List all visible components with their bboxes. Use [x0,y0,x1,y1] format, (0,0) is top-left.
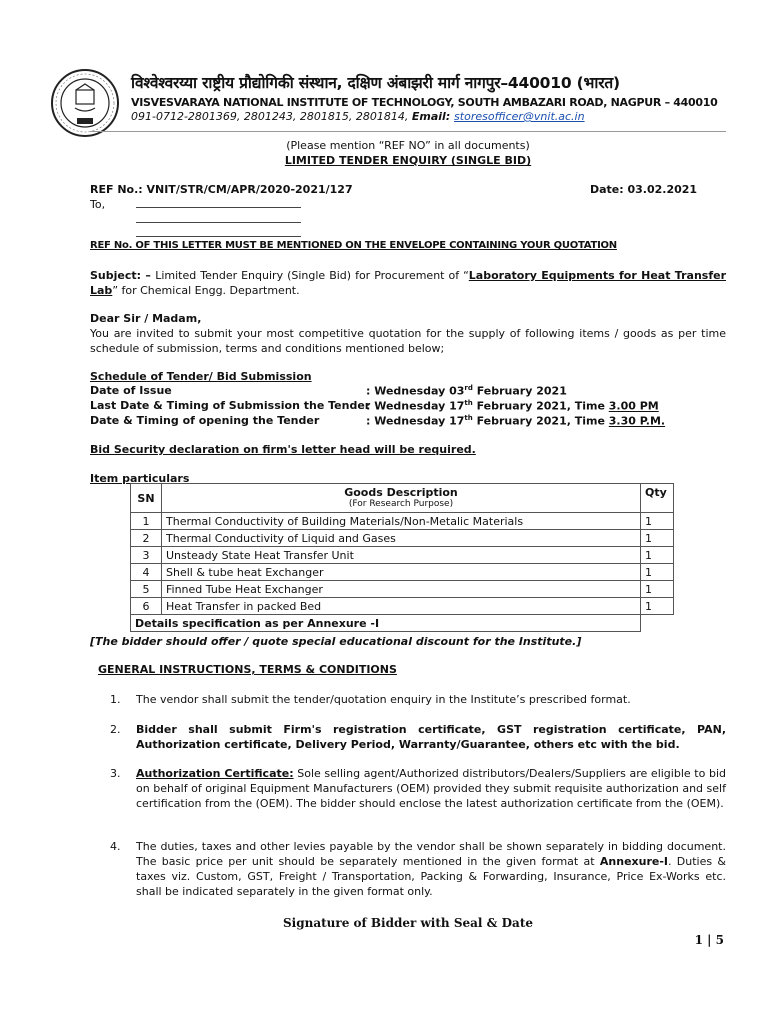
email-link[interactable]: storesofficer@vnit.ac.in [454,110,585,123]
cell-desc: Shell & tube heat Exchanger [162,564,641,581]
instruction-item-1 [110,692,726,707]
envelope-note: REF No. OF THIS LETTER MUST BE MENTIONED ON THE ENVELOPE CONTAINING YOUR QUOTATION [90,240,617,251]
greeting: Dear Sir / Madam, [90,312,202,325]
header-divider [90,131,726,132]
ref-number: REF No.: VNIT/STR/CM/APR/2020-2021/127 [90,183,353,196]
col-desc-header [162,484,641,513]
address-line [136,222,301,223]
schedule-value: February 2021, Time [472,414,609,428]
item-text [136,839,726,899]
items-heading: Item particulars [90,472,190,485]
cell-qty: 1 [641,598,674,615]
address-line [136,236,301,237]
item-text [136,766,726,811]
cell-qty: 1 [641,513,674,530]
schedule-value-issue [366,384,567,398]
col-qty-header: Qty [641,484,674,513]
address-line [136,207,301,208]
table-footer-row [131,615,674,632]
cell-sn: 1 [131,513,162,530]
schedule-value: : Wednesday 17 [366,399,465,413]
general-heading: GENERAL INSTRUCTIONS, TERMS & CONDITIONS [98,663,397,676]
institute-name: VISVESVARAYA NATIONAL INSTITUTE OF TECHNOLOGY, SOUTH AMBAZARI ROAD, NAGPUR – 440010 [131,96,718,109]
cell-desc: Heat Transfer in packed Bed [162,598,641,615]
hindi-institute-title: विश्वेश्वरय्या राष्ट्रीय प्रौद्योगिकी संस्थान, दक्षिण अंबाझरी मार्ग नागपुर–440010 (भारत) [131,74,620,92]
item-number: 3. [110,767,121,780]
subject-text-end: ” for Chemical Engg. Department. [112,284,300,297]
instruction-item-3 [110,766,726,811]
bid-security-note: Bid Security declaration on firm's letter head will be required. [90,443,476,456]
col-sn-header: SN [131,484,162,513]
cell-qty: 1 [641,530,674,547]
items-table [130,483,674,632]
annexure-ref: Annexure-I [599,855,668,868]
schedule-time: 3.00 PM [608,399,659,413]
table-row [131,513,674,530]
ordinal-suffix: th [464,414,473,422]
discount-note: [The bidder should offer / quote special educational discount for the Institute.] [90,635,582,648]
email-label: Email: [411,110,455,123]
subject-line [90,268,726,298]
table-row [131,581,674,598]
subject-highlight: Laboratory Equipments for Heat Transfer Lab [90,269,726,297]
cell-desc: Thermal Conductivity of Building Materials/Non-Metalic Materials [162,513,641,530]
mention-note: (Please mention “REF NO” in all documents) [286,139,530,152]
schedule-value-submission [366,399,659,413]
schedule-value: February 2021 [472,384,567,398]
phone-numbers: 091-0712-2801369, 2801243, 2801815, 2801814, [131,110,412,123]
schedule-time: 3.30 P.M. [608,414,666,428]
cell-qty: 1 [641,581,674,598]
item-text: The vendor shall submit the tender/quotation enquiry in the Institute’s prescribed format. [136,693,631,706]
ordinal-suffix: rd [464,384,473,392]
document-title: LIMITED TENDER ENQUIRY (SINGLE BID) [284,154,532,167]
col-desc-label: Goods Description [344,486,458,499]
item-body: The duties, taxes and other levies payable by the vendor shall be shown separately in bidding document. The basic price per unit should be separately mentioned in the given format at [136,840,726,868]
table-row [131,564,674,581]
instruction-item-4 [110,839,726,899]
item-body: Sole selling agent/Authorized distributors/Dealers/Suppliers are eligible to bid on behalf of original Equipment Manufacturers (OEM) provided they submit requisite authorization and self certification from the (OEM). The bidder should enclose the latest authorization certificate from the (OEM). [136,767,726,810]
annexure-note: Details specification as per Annexure -I [131,615,641,632]
cell-qty: 1 [641,564,674,581]
cell-sn: 6 [131,598,162,615]
schedule-value-opening [366,414,665,428]
schedule-heading: Schedule of Tender/ Bid Submission [90,370,312,383]
ordinal-suffix: th [464,399,473,407]
subject-text: Limited Tender Enquiry (Single Bid) for Procurement of “ [155,269,469,282]
invitation-paragraph: You are invited to submit your most competitive quotation for the supply of following items / goods as per time schedule of submission, terms and conditions mentioned below; [90,327,726,355]
table-header-row [131,484,674,513]
page-number: 1 | 5 [694,933,724,947]
table-row [131,598,674,615]
cell-sn: 5 [131,581,162,598]
cell-sn: 3 [131,547,162,564]
instruction-item-2 [110,722,726,752]
item-body: . Duties & taxes viz. Custom, GST, Freight / Transportation, Packing & Forwarding, Insurance, Price Ex-Works etc. shall be indicated separately in the given format only. [136,855,726,898]
col-desc-sublabel: (For Research Purpose) [348,499,454,509]
cell-sn: 2 [131,530,162,547]
table-row [131,530,674,547]
schedule-value: : Wednesday 03 [366,384,465,398]
subject-label: Subject: – [90,269,156,282]
signature-line: Signature of Bidder with Seal & Date [283,916,533,930]
cell-desc: Finned Tube Heat Exchanger [162,581,641,598]
letter-date: Date: 03.02.2021 [590,183,698,196]
schedule-label-opening: Date & Timing of opening the Tender [90,414,320,427]
item-label: Authorization Certificate: [136,767,294,780]
schedule-label-submission: Last Date & Timing of Submission the Tender [90,399,371,412]
item-number: 2. [110,723,121,736]
item-text: Bidder shall submit Firm's registration certificate, GST registration certificate, PAN, Authorization certificate, Delivery Period, Warranty/Guarantee, others etc with the bid. [136,723,726,751]
contact-line [131,110,585,123]
cell-qty: 1 [641,547,674,564]
table-row [131,547,674,564]
schedule-label-issue: Date of Issue [90,384,172,397]
schedule-value: : Wednesday 17 [366,414,465,428]
empty-cell [641,615,674,632]
cell-desc: Thermal Conductivity of Liquid and Gases [162,530,641,547]
item-number: 4. [110,840,121,853]
to-label: To, [90,198,106,211]
schedule-value: February 2021, Time [472,399,609,413]
cell-sn: 4 [131,564,162,581]
item-number: 1. [110,693,121,706]
institute-seal-logo [50,68,120,138]
cell-desc: Unsteady State Heat Transfer Unit [162,547,641,564]
